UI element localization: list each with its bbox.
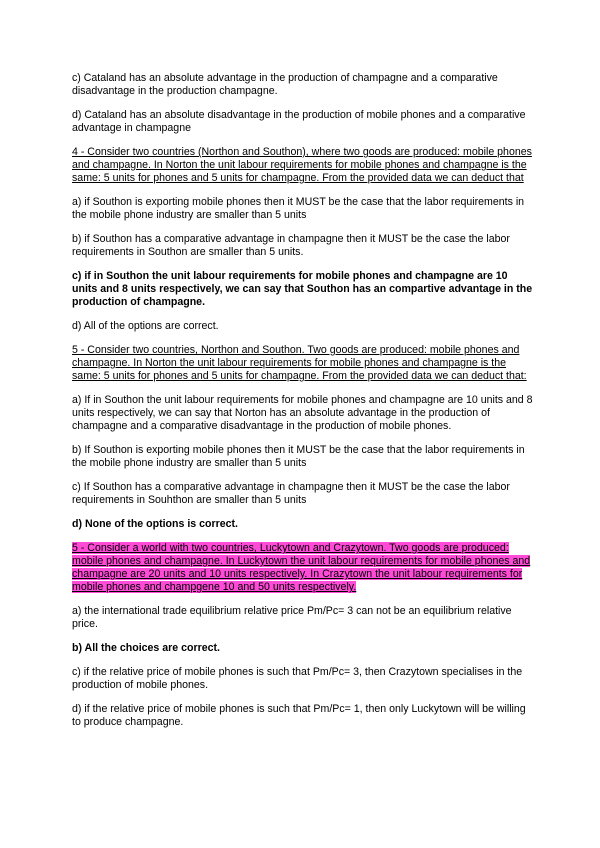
q6-option-c: c) if the relative price of mobile phones is such that Pm/Pc= 3, then Crazytown specialises in the production of mobile phones.	[72, 666, 523, 691]
q4-option-c-answer: c) if in Southon the unit labour requirements for mobile phones and champagne are 10 units and 8 units respectively, we can say that Southon has an compartive advantage in the production of champagne.	[72, 270, 533, 308]
q4-option-a: a) if Southon is exporting mobile phones then it MUST be the case that the labor requirements in the mobile phone industry are smaller than 5 units	[72, 196, 525, 221]
q6-question-highlighted	[72, 542, 534, 594]
q4-option-d: d) All of the options are correct.	[72, 320, 219, 332]
q5-option-a: a) If in Southon the unit labour requirements for mobile phones and champagne are 10 units and 8 units respectively, we can say that Norton has an absolute advantage in the production of champagne and a comparative disadvantage in the production of mobile phones.	[72, 394, 533, 432]
q5-option-d-answer: d) None of the options is correct.	[72, 518, 238, 530]
q3-option-c: c) Cataland has an absolute advantage in the production of champagne and a comparative disadvantage in the production champagne.	[72, 72, 498, 97]
q6-question-text: 5 - Consider a world with two countries, Luckytown and Crazytown. Two goods are produced: mobile phones and champagne. In Luckytown the unit labour requirements for mobile phones and champagne are 20 units and 10 units respectively. In Crazytown the unit labour requirements for mobile phones and champgene 10 and 50 units respectively.	[72, 542, 531, 593]
document-page	[72, 72, 534, 729]
q4-option-b: b) if Southon has a comparative advantage in champagne then it MUST be the case the labor requirements in Southon are smaller than 5 units.	[72, 233, 510, 258]
q6-option-d: d) if the relative price of mobile phones is such that Pm/Pc= 1, then only Luckytown will be willing to produce champagne.	[72, 703, 526, 728]
q5-question: 5 - Consider two countries, Northon and Southon. Two goods are produced: mobile phones and champagne. In Norton the unit labour requirements for mobile phones and champagne is the same: 5 units for phones and 5 units for champagne. From the provided data we can deduct that:	[72, 344, 527, 382]
q5-option-b: b) If Southon is exporting mobile phones then it MUST be the case that the labor requirements in the mobile phone industry are smaller than 5 units	[72, 444, 525, 469]
q6-option-b-answer: b) All the choices are correct.	[72, 642, 220, 654]
q4-question: 4 - Consider two countries (Northon and Southon), where two goods are produced: mobile phones and champagne. In Norton the unit labour requirements for mobile phones and champagne is the same: 5 units for phones and 5 units for champagne. From the provided data we can deduct that	[72, 146, 532, 184]
q6-option-a: a) the international trade equilibrium relative price Pm/Pc= 3 can not be an equilibrium relative price.	[72, 605, 512, 630]
q3-option-d: d) Cataland has an absolute disadvantage in the production of mobile phones and a comparative advantage in champagne	[72, 109, 526, 134]
q5-option-c: c) If Southon has a comparative advantage in champagne then it MUST be the case the labor requirements in Souhthon are smaller than 5 units	[72, 481, 510, 506]
